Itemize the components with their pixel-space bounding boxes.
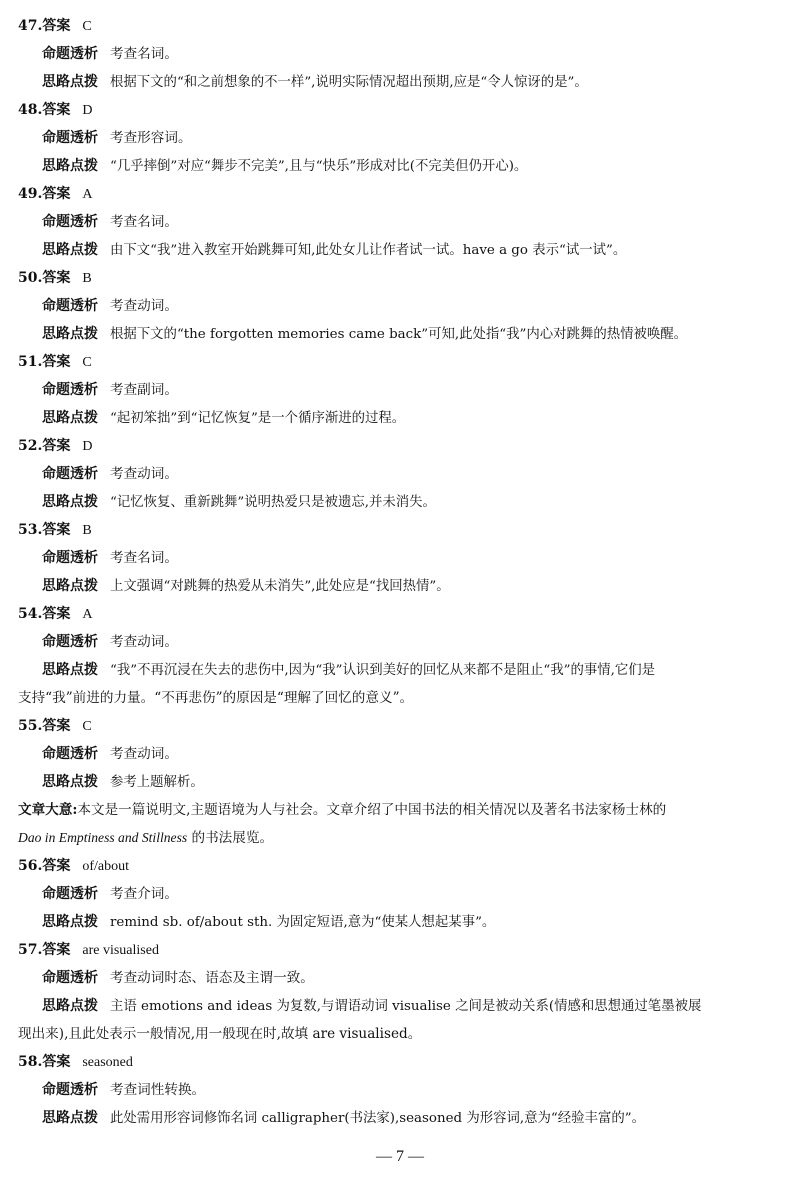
hint-row: 思路点拨 remind sb. of/about sth. 为固定短语,意为“使某人想起某事”。 (42, 914, 496, 930)
answer-key-page (18, 12, 784, 1132)
hint-row: 思路点拨 根据下文的“the forgotten memories came back”可知,此处指“我”内心对跳舞的热情被唤醒。 (42, 326, 688, 342)
analysis-row: 命题透析 考查介词。 (42, 886, 178, 902)
answer-value: C (82, 355, 92, 370)
question-50: 50.答案 B (18, 270, 92, 286)
analysis-row: 命题透析 考查形容词。 (42, 130, 192, 146)
hint-row: 思路点拨 主语 emotions and ideas 为复数,与谓语动词 visualise 之间是被动关系(情感和思想通过笔墨被展 (42, 998, 702, 1014)
hint-row: 思路点拨 参考上题解析。 (42, 774, 204, 790)
exhibition-title: Dao in Emptiness and Stillness (18, 830, 188, 845)
answer-value: D (82, 103, 93, 118)
answer-value: are visualised (82, 943, 159, 958)
analysis-row: 命题透析 考查词性转换。 (42, 1082, 206, 1098)
answer-value: of/about (82, 859, 130, 874)
question-52: 52.答案 D (18, 438, 93, 454)
answer-value: A (82, 607, 93, 622)
answer-value: seasoned (82, 1055, 133, 1070)
question-58: 58.答案 seasoned (18, 1054, 133, 1070)
question-55: 55.答案 C (18, 718, 92, 734)
hint-row: 思路点拨 根据下文的“和之前想象的不一样”,说明实际情况超出预期,应是“令人惊讶的是”。 (42, 74, 588, 90)
answer-value: C (82, 719, 92, 734)
analysis-row: 命题透析 考查动词。 (42, 466, 178, 482)
analysis-row: 命题透析 考查名词。 (42, 550, 178, 566)
summary-text: 本文是一篇说明文,主题语境为人与社会。文章介绍了中国书法的相关情况以及著名书法家杨士林的 (77, 802, 667, 818)
question-47: 47.答案 C (18, 18, 92, 34)
page-number: — 7 — (376, 1148, 424, 1165)
analysis-row: 命题透析 考查动词。 (42, 634, 178, 650)
answer-value: B (82, 271, 92, 286)
answer-value: C (82, 19, 92, 34)
question-54: 54.答案 A (18, 606, 93, 622)
summary-label: 文章大意: (18, 802, 78, 818)
question-49: 49.答案 A (18, 186, 93, 202)
answer-value: B (82, 523, 92, 538)
hint-row: 思路点拨 “我”不再沉浸在失去的悲伤中,因为“我”认识到美好的回忆从来都不是阻止“我”的事情,它们是 (42, 662, 656, 678)
answer-value: A (82, 187, 93, 202)
hint-row: 思路点拨 上文强调“对跳舞的热爱从未消失”,此处应是“找回热情”。 (42, 578, 450, 594)
analysis-row: 命题透析 考查名词。 (42, 46, 178, 62)
question-57: 57.答案 are visualised (18, 942, 159, 958)
question-53: 53.答案 B (18, 522, 92, 538)
hint-row: 思路点拨 此处需用形容词修饰名词 calligrapher(书法家),seasoned 为形容词,意为“经验丰富的”。 (42, 1110, 645, 1126)
analysis-row: 命题透析 考查动词时态、语态及主谓一致。 (42, 970, 314, 986)
question-56: 56.答案 of/about (18, 858, 130, 874)
question-48: 48.答案 D (18, 102, 93, 118)
hint-row: 思路点拨 “几乎摔倒”对应“舞步不完美”,且与“快乐”形成对比(不完美但仍开心)。 (42, 158, 528, 174)
hint-continuation: 支持“我”前进的力量。“不再悲伤”的原因是“理解了回忆的意义”。 (18, 690, 414, 706)
hint-row: 思路点拨 由下文“我”进入教室开始跳舞可知,此处女儿让作者试一试。have a go 表示“试一试”。 (42, 242, 627, 258)
article-summary: 文章大意:本文是一篇说明文,主题语境为人与社会。文章介绍了中国书法的相关情况以及著名书法家杨士林的 Dao in Emptiness and Stillness 的书法展览。 (18, 802, 667, 846)
analysis-row: 命题透析 考查名词。 (42, 214, 178, 230)
analysis-row: 命题透析 考查动词。 (42, 746, 178, 762)
hint-row: 思路点拨 “记忆恢复、重新跳舞”说明热爱只是被遗忘,并未消失。 (42, 494, 436, 510)
analysis-row: 命题透析 考查副词。 (42, 382, 178, 398)
hint-row: 思路点拨 “起初笨拙”到“记忆恢复”是一个循序渐进的过程。 (42, 410, 406, 426)
question-51: 51.答案 C (18, 354, 92, 370)
hint-continuation: 现出来),且此处表示一般情况,用一般现在时,故填 are visualised。 (18, 1026, 422, 1042)
answer-value: D (82, 439, 93, 454)
analysis-row: 命题透析 考查动词。 (42, 298, 178, 314)
